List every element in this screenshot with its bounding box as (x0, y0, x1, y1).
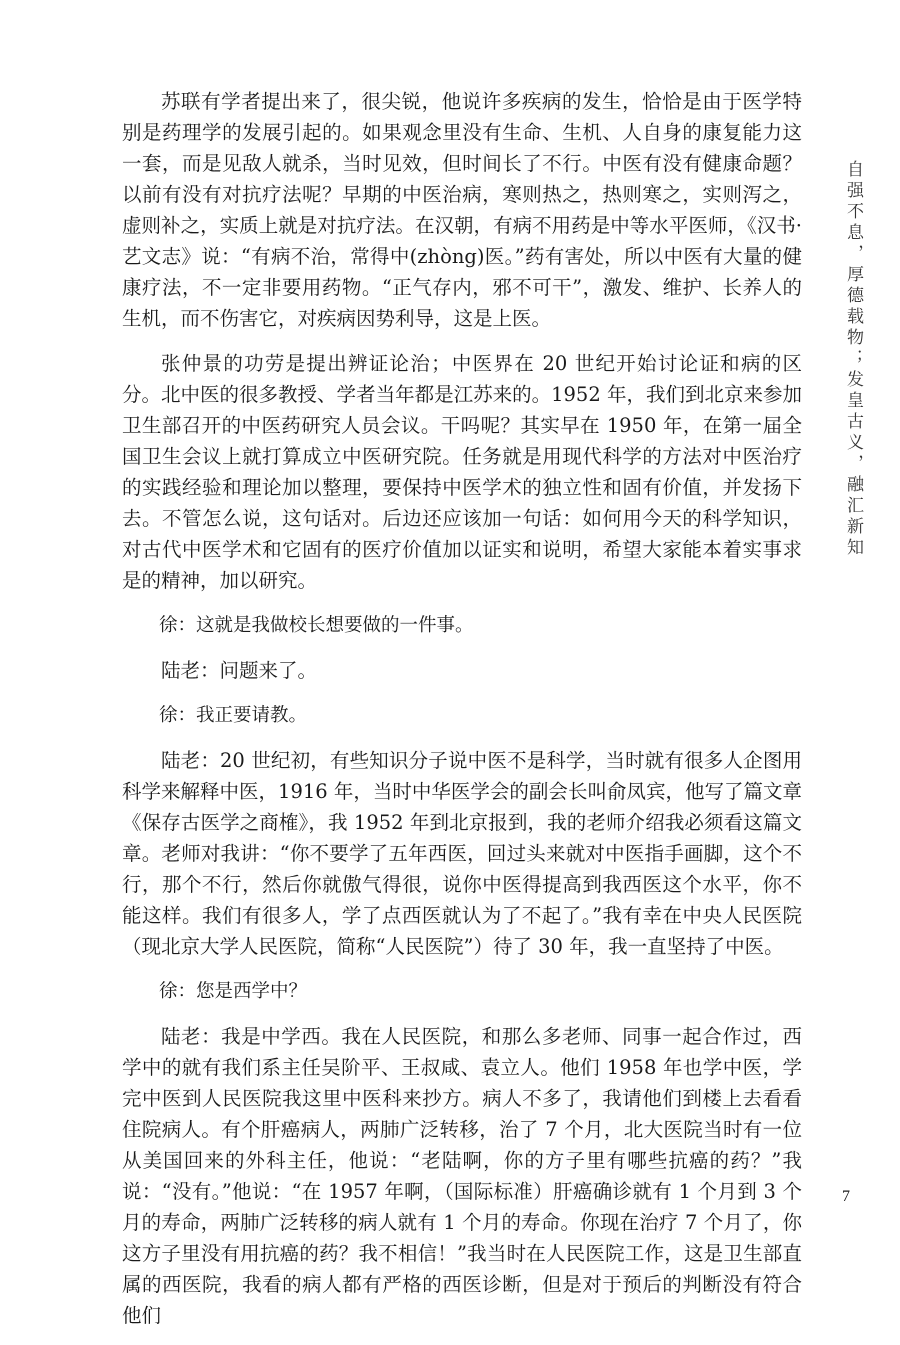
paragraph-lu-answer-1: 陆老：20 世纪初，有些知识分子说中医不是科学，当时就有很多人企图用科学来解释中医，1916 年，当时中华医学会的副会长叫俞凤宾，他写了篇文章《保存古医学之商榷》，我 1952 年到北京报到，我的老师介绍我必须看这篇文章。老师对我讲：“你不要学了五年西医，回过头来就对中医指手画脚，这个不行，那个不行，然后你就傲气得很，说你中医得提高到我西医这个水平，你不能这样。我们有很多人，学了点西医就认为了不起了。”我有幸在中央人民医院（现北京大学人民医院，简称“人民医院”）待了 30 年，我一直坚持了中医。 (122, 749, 802, 958)
dialog-line-xu-3: 徐：您是西学中？ (159, 981, 308, 1002)
page-number: 7 (842, 1188, 850, 1205)
paragraph-2: 张仲景的功劳是提出辨证论治；中医界在 20 世纪开始讨论证和病的区分。北中医的很多教授、学者当年都是江苏来的。1952 年，我们到北京来参加卫生部召开的中医药研究人员会议。干吗呢？其实早在 1950 年，在第一届全国卫生会议上就打算成立中医研究院。任务就是用现代科学的方法对中医治疗的实践经验和理论加以整理，要保持中医学术的独立性和固有价值，并发扬下去。不管怎么说，这句话对。后边还应该加一句话：如何用今天的科学知识，对古代中医学术和它固有的医疗价值加以证实和说明，希望大家能本着实事求是的精神，加以研究。 (122, 352, 802, 592)
dialog-line-xu-2: 徐：我正要请教。 (159, 705, 308, 726)
page-body (122, 86, 802, 1345)
paragraph-lu-answer-2: 陆老：我是中学西。我在人民医院，和那么多老师、同事一起合作过，西学中的就有我们系主任吴阶平、王叔咸、袁立人。他们 1958 年也学中医，学完中医到人民医院我这里中医科来抄方。病人不多了，我请他们到楼上去看看住院病人。有个肝癌病人，两肺广泛转移，治了 7 个月，北大医院当时有一位从美国回来的外科主任，他说：“老陆啊，你的方子里有哪些抗癌的药？”我说：“没有。”他说：“在 1957 年啊，（国际标准）肝癌确诊就有 1 个月到 3 个月的寿命，两肺广泛转移的病人就有 1 个月的寿命。你现在治疗 7 个月了，你这方子里没有用抗癌的药？我不相信！”我当时在人民医院工作，这是卫生部直属的西医院，我看的病人都有严格的西医诊断，但是对于预后的判断没有符合他们 (122, 1025, 802, 1327)
dialog-line-xu-1: 徐：这就是我做校长想要做的一件事。 (159, 615, 474, 636)
side-title: 自强不息，厚德载物；发皇古义，融汇新知 (843, 160, 863, 559)
paragraph-1: 苏联有学者提出来了，很尖锐，他说许多疾病的发生，恰恰是由于医学特别是药理学的发展引起的。如果观念里没有生命、生机、人自身的康复能力这一套，而是见敌人就杀，当时见效，但时间长了不行。中医有没有健康命题？以前有没有对抗疗法呢？早期的中医治病，寒则热之，热则寒之，实则泻之，虚则补之，实质上就是对抗疗法。在汉朝，有病不用药是中等水平医师，《汉书·艺文志》说：“有病不治，常得中(zhòng)医。”药有害处，所以中医有大量的健康疗法，不一定非要用药物。“正气存内，邪不可干”，激发、维护、长养人的生机，而不伤害它，对疾病因势利导，这是上医。 (122, 90, 802, 330)
dialog-line-lu-1: 陆老：问题来了。 (161, 659, 318, 682)
